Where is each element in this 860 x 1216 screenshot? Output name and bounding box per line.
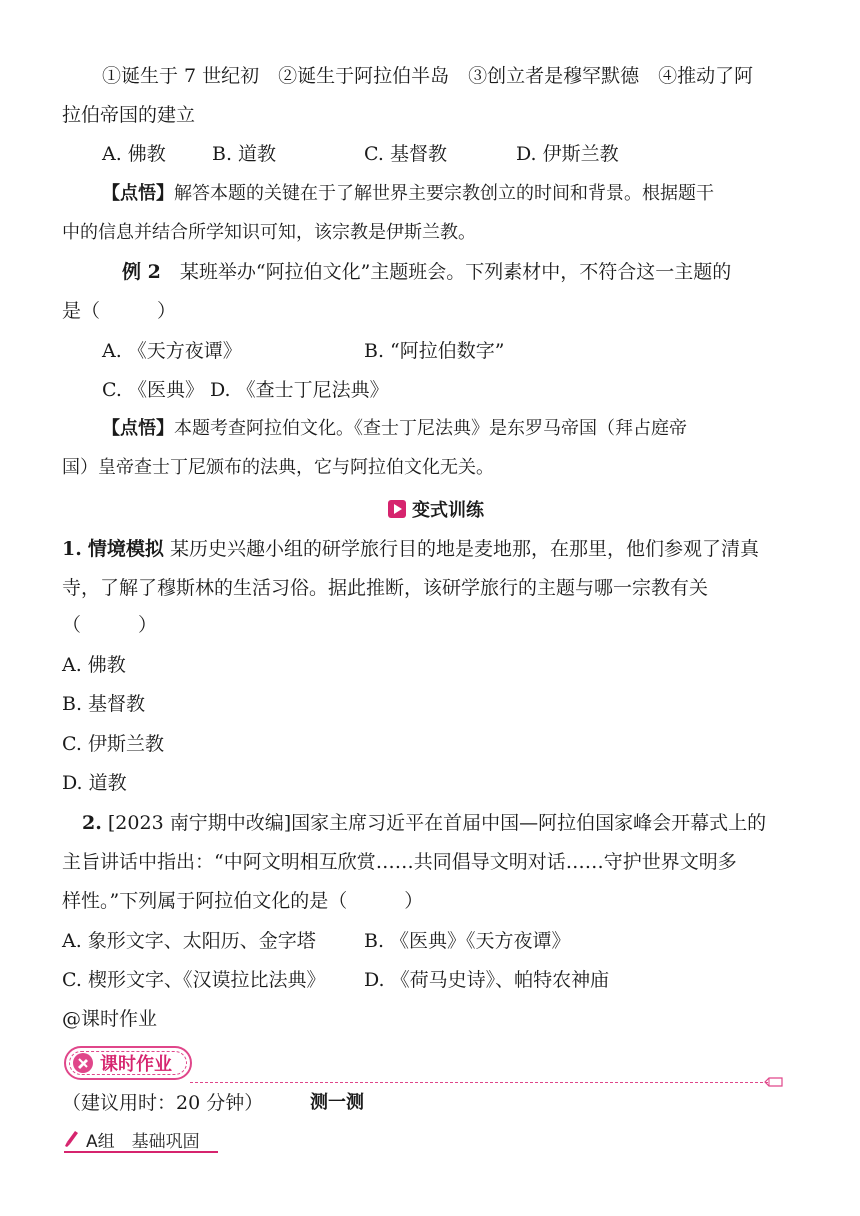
hint-tag: 【点悟】	[102, 418, 174, 439]
option-a: A. 象形文字、太阳历、金字塔	[62, 930, 316, 952]
question-text-line: 寺，了解了穆斯林的生活习俗。据此推断，该研学旅行的主题与哪一宗教有关	[62, 577, 709, 599]
question-source: [2023 南宁期中改编]	[107, 812, 292, 834]
option-b: B. 基督教	[62, 693, 146, 715]
question-statement-line: ①诞生于 7 世纪初 ②诞生于阿拉伯半岛 ③创立者是穆罕默德 ④推动了阿	[102, 65, 754, 87]
answer-blank: （ ）	[62, 614, 158, 636]
question-number: 1.	[62, 538, 82, 560]
question-text: 国家主席习近平在首届中国—阿拉伯国家峰会开幕式上的	[291, 812, 767, 834]
suggested-time: （建议用时：20 分钟）	[62, 1092, 264, 1114]
option-a: A. 佛教	[62, 654, 126, 676]
test-heading: 测一测	[310, 1092, 364, 1113]
pencil-icon	[764, 1075, 784, 1089]
homework-badge-label: 课时作业	[100, 1054, 172, 1075]
hint-tag: 【点悟】	[102, 183, 174, 204]
option-b: B. “阿拉伯数字”	[364, 340, 505, 362]
group-a-header	[64, 1126, 216, 1152]
example-text: 某班举办“阿拉伯文化”主题班会。下列素材中，不符合这一主题的	[179, 261, 732, 283]
homework-badge	[64, 1046, 192, 1080]
option-d: D. 《荷马史诗》、帕特农神庙	[364, 969, 610, 991]
section-heading	[388, 497, 484, 521]
brush-icon	[64, 1129, 80, 1149]
hint-text-line: 国）皇帝查士丁尼颁布的法典，它与阿拉伯文化无关。	[62, 457, 494, 478]
option-a: A. 佛教	[102, 143, 166, 165]
play-icon	[388, 500, 406, 518]
question-1-line	[62, 537, 759, 561]
option-c: C. 基督教	[364, 143, 447, 165]
dashed-divider	[190, 1082, 768, 1083]
hint-paragraph	[102, 417, 687, 441]
option-b: B. 《医典》《天方夜谭》	[364, 930, 571, 952]
option-c-d: C. 《医典》 D. 《查士丁尼法典》	[102, 379, 389, 401]
question-text-line: 样性。”下列属于阿拉伯文化的是（ ）	[62, 890, 424, 912]
option-c: C. 楔形文字、《汉谟拉比法典》	[62, 969, 326, 991]
group-underline	[64, 1151, 218, 1153]
option-a: A. 《天方夜谭》	[102, 340, 242, 362]
option-b: B. 道教	[212, 143, 277, 165]
option-d: D. 伊斯兰教	[516, 143, 619, 165]
group-a-label: A组 基础巩固	[86, 1131, 200, 1152]
section-title: 变式训练	[412, 500, 484, 521]
pencil-ruler-icon	[72, 1052, 94, 1074]
question-text-line: 主旨讲话中指出：“中阿文明相互欣赏……共同倡导文明对话……守护世界文明多	[62, 851, 737, 873]
question-number: 2.	[82, 812, 102, 834]
hint-paragraph	[102, 182, 714, 206]
hint-text-line: 中的信息并结合所学知识可知，该宗教是伊斯兰教。	[62, 222, 476, 243]
option-c: C. 伊斯兰教	[62, 733, 164, 755]
question-tag: 情境模拟	[87, 538, 164, 560]
example-2-statement	[122, 260, 731, 284]
question-statement-line: 拉伯帝国的建立	[62, 104, 196, 126]
example-label: 例 2	[122, 261, 161, 283]
homework-anchor: @课时作业	[62, 1008, 158, 1030]
question-2-line	[82, 811, 766, 835]
question-text: 某历史兴趣小组的研学旅行目的地是麦地那，在那里，他们参观了清真	[169, 538, 759, 560]
hint-text: 本题考查阿拉伯文化。《查士丁尼法典》是东罗马帝国（拜占庭帝	[174, 418, 687, 439]
option-d: D. 道教	[62, 772, 127, 794]
hint-text: 解答本题的关键在于了解世界主要宗教创立的时间和背景。根据题干	[174, 183, 714, 204]
example-2-blank: 是（ ）	[62, 300, 177, 322]
